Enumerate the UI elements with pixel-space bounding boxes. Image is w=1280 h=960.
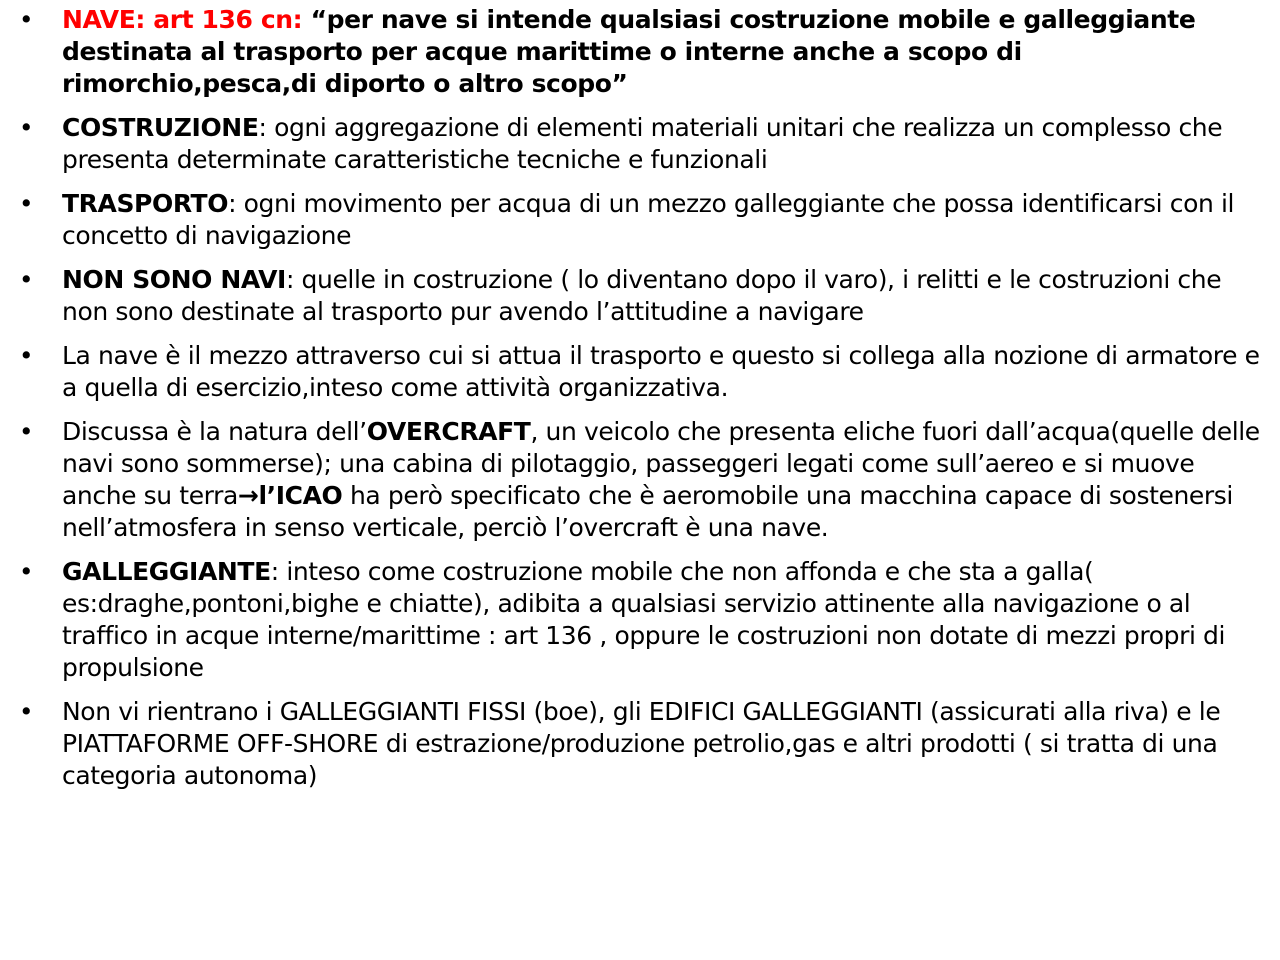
icao-term: l’ICAO xyxy=(258,481,343,510)
bullet-icon: • xyxy=(18,341,34,370)
trasporto-term: TRASPORTO xyxy=(62,189,229,218)
bullet-item-overcraft xyxy=(14,416,1262,544)
bullet-item-costruzione xyxy=(14,112,1262,176)
non-vi-rientrano-text: Non vi rientrano i GALLEGGIANTI FISSI (boe), gli EDIFICI GALLEGGIANTI (assicurati alla riva) e le PIATTAFORME OFF-SHORE di estrazione/produzione petrolio,gas e altri prodotti ( si tratta di una categoria autonoma) xyxy=(62,697,1221,790)
overcraft-mid: , un veicolo che presenta eliche fuori dall’acqua(quelle delle navi sono sommerse); una cabina di pilotaggio, passeggeri legati come sull’aereo e si muove anche su terra xyxy=(62,417,1260,510)
non-sono-navi-definition: : quelle in costruzione ( lo diventano dopo il varo), i relitti e le costruzioni che non sono destinate al trasporto pur avendo l’attitudine a navigare xyxy=(62,265,1222,326)
bullet-item-non-vi-rientrano xyxy=(14,696,1262,792)
trasporto-definition: : ogni movimento per acqua di un mezzo galleggiante che possa identificarsi con il concetto di navigazione xyxy=(62,189,1235,250)
bullet-item-galleggiante xyxy=(14,556,1262,684)
non-sono-navi-term: NON SONO NAVI xyxy=(62,265,286,294)
costruzione-definition: : ogni aggregazione di elementi materiali unitari che realizza un complesso che presenta determinate caratteristiche tecniche e funzionali xyxy=(62,113,1223,174)
bullet-icon: • xyxy=(18,265,34,294)
bullet-icon: • xyxy=(18,113,34,142)
bullet-icon: • xyxy=(18,5,34,34)
costruzione-term: COSTRUZIONE xyxy=(62,113,259,142)
galleggiante-definition: : inteso come costruzione mobile che non affonda e che sta a galla( es:draghe,pontoni,bighe e chiatte), adibita a qualsiasi servizio attinente alla navigazione o al traffico in acque interne/marittime : art 136 , oppure le costruzioni non dotate di mezzi propri di propulsione xyxy=(62,557,1226,682)
armatore-text: La nave è il mezzo attraverso cui si attua il trasporto e questo si collega alla nozione di armatore e a quella di esercizio,inteso come attività organizzativa. xyxy=(62,341,1260,402)
bullet-icon: • xyxy=(18,557,34,586)
bullet-icon: • xyxy=(18,697,34,726)
overcraft-term: OVERCRAFT xyxy=(366,417,531,446)
nave-definition: “per nave si intende qualsiasi costruzione mobile e galleggiante destinata al trasporto per acque marittime o interne anche a scopo di rimorchio,pesca,di diporto o altro scopo” xyxy=(62,5,1196,98)
bullet-item-trasporto xyxy=(14,188,1262,252)
overcraft-pre: Discussa è la natura dell’ xyxy=(62,417,367,446)
bullet-item-nave xyxy=(14,4,1262,100)
galleggiante-term: GALLEGGIANTE xyxy=(62,557,271,586)
bullet-item-non-sono-navi xyxy=(14,264,1262,328)
bullet-list xyxy=(14,4,1262,792)
bullet-icon: • xyxy=(18,189,34,218)
nave-term: NAVE: art 136 cn: xyxy=(62,5,303,34)
arrow-right-icon: → xyxy=(237,481,259,510)
bullet-item-armatore xyxy=(14,340,1262,404)
bullet-icon: • xyxy=(18,417,34,446)
overcraft-post: ha però specificato che è aeromobile una macchina capace di sostenersi nell’atmosfera in senso verticale, perciò l’overcraft è una nave. xyxy=(62,481,1233,542)
